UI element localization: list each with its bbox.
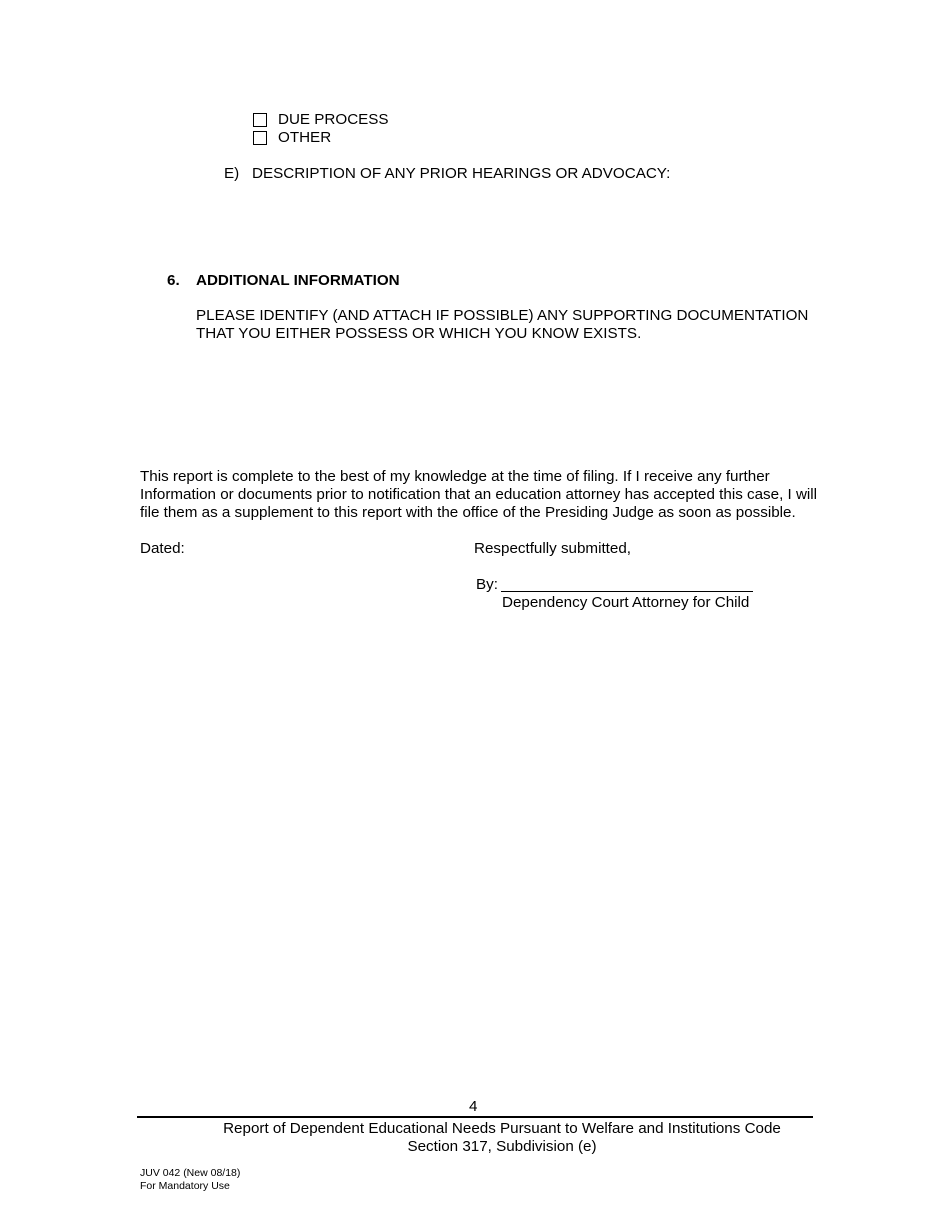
footer-title-line1: Report of Dependent Educational Needs Pursuant to Welfare and Institutions Code — [223, 1120, 781, 1137]
signature-line[interactable] — [501, 591, 753, 592]
prior-hearings-response-area[interactable] — [252, 190, 832, 260]
additional-info-response-area[interactable] — [196, 350, 832, 450]
checkbox-box[interactable] — [253, 131, 267, 145]
signer-title: Dependency Court Attorney for Child — [502, 594, 750, 611]
section-number: 6. — [167, 272, 180, 289]
certification-line: file them as a supplement to this report with the office of the Presiding Judge as soon as possible. — [140, 504, 796, 521]
footer-title-line2: Section 317, Subdivision (e) — [407, 1138, 597, 1155]
form-id: JUV 042 (New 08/18) — [140, 1167, 241, 1179]
dated-label: Dated: — [140, 540, 185, 557]
section-title: ADDITIONAL INFORMATION — [196, 272, 400, 289]
by-label: By: — [476, 576, 498, 593]
footer-divider — [137, 1116, 813, 1118]
certification-line: This report is complete to the best of my knowledge at the time of filing. If I receive any further — [140, 468, 770, 485]
certification-line: Information or documents prior to notification that an education attorney has accepted this case, I will — [140, 486, 818, 503]
item-e-text: DESCRIPTION OF ANY PRIOR HEARINGS OR ADVOCACY: — [252, 165, 671, 182]
section-instruction-line: PLEASE IDENTIFY (AND ATTACH IF POSSIBLE) ANY SUPPORTING DOCUMENTATION — [196, 307, 809, 324]
form-usage: For Mandatory Use — [140, 1180, 230, 1192]
checkbox-box[interactable] — [253, 113, 267, 127]
item-e-marker: E) — [224, 165, 240, 182]
section-instruction-line: THAT YOU EITHER POSSESS OR WHICH YOU KNOW EXISTS. — [196, 325, 642, 342]
checkbox-label: OTHER — [278, 129, 332, 146]
page-number: 4 — [469, 1098, 478, 1115]
submitted-label: Respectfully submitted, — [474, 540, 632, 557]
checkbox-label: DUE PROCESS — [278, 111, 389, 128]
